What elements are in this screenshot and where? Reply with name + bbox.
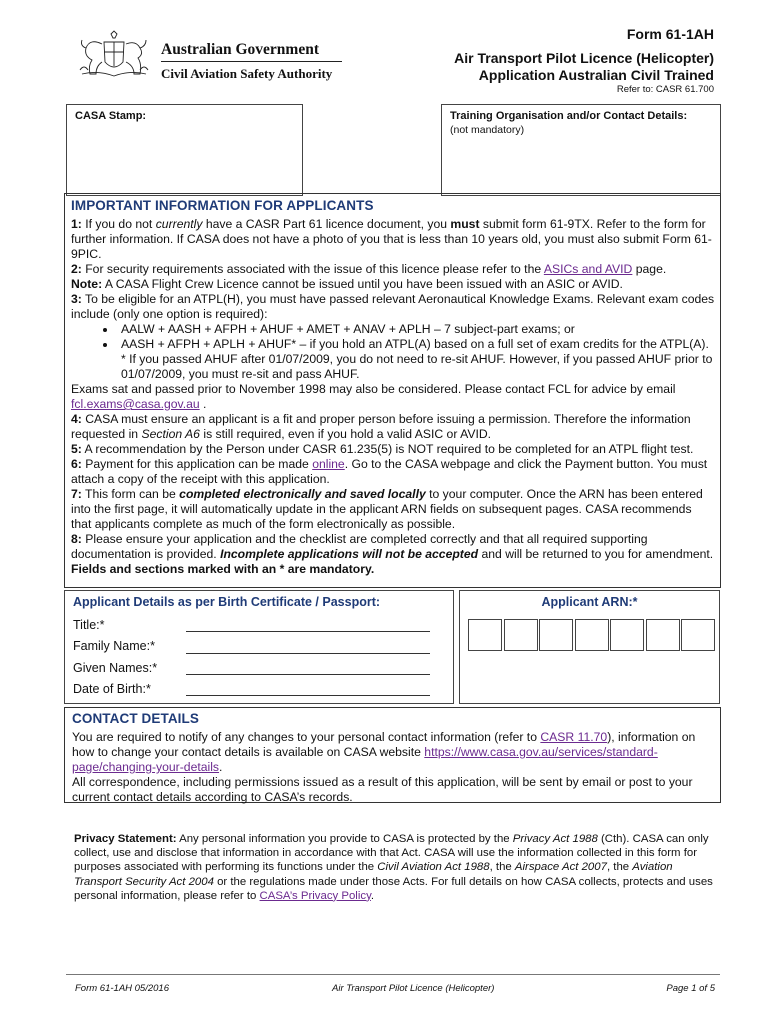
training-organisation-note: (not mandatory) (450, 124, 525, 136)
casa-stamp-label: CASA Stamp: (75, 110, 147, 122)
arn-digit-cell[interactable] (504, 619, 538, 651)
footer-form-version: Form 61-1AH 05/2016 (75, 983, 169, 994)
casa-stamp-box (66, 104, 303, 196)
training-organisation-box[interactable] (441, 104, 721, 196)
arn-digit-cell[interactable] (468, 619, 502, 651)
arn-digit-cell[interactable] (646, 619, 680, 651)
contact-details-content (72, 711, 712, 805)
fcl-email-link[interactable]: fcl.exams@casa.gov.au (71, 397, 200, 411)
change-details-link[interactable]: https://www.casa.gov.au/services/standard-page/changing-your-details (72, 745, 658, 774)
info-note: Note: A CASA Flight Crew Licence cannot be issued until you have been issued with an ASIC or AVID. (71, 277, 623, 291)
training-organisation-label: Training Organisation and/or Contact Details: (450, 110, 688, 122)
title-label: Title:* (73, 618, 105, 632)
arn-digit-cells (468, 619, 717, 651)
title-field[interactable] (186, 631, 430, 632)
arn-digit-cell[interactable] (539, 619, 573, 651)
family-name-label: Family Name:* (73, 639, 155, 653)
government-name: Australian Government (161, 41, 320, 58)
family-name-field[interactable] (186, 653, 430, 654)
info-item-5: 5: A recommendation by the Person under CASR 61.235(5) is NOT required to be completed for an ATPL flight test. (71, 442, 694, 456)
info-item-8: 8: Please ensure your application and the checklist are completed correctly and that all required supporting documentation is provided. Incomplete applications will not be accepted and will be returned to you for amendment. Fields and sections marked with an * are mandatory. (71, 532, 714, 576)
form-number: Form 61-1AH (626, 26, 714, 42)
privacy-statement: Privacy Statement: Any personal information you provide to CASA is protected by the Privacy Act 1988 (Cth). CASA can only collect, use and disclose that information in accordance with that Act. CASA will use the information collected in this form for purposes associated with performing its functions under the Civil Aviation Act 1988, the Airspace Act 2007, the Aviation Transport Security Act 2004 or the regulations made under those Acts. For full details on how CASA collects, protects and uses personal information, please refer to CASA’s Privacy Policy. (74, 833, 713, 902)
form-title-line1: Air Transport Pilot Licence (Helicopter) (454, 50, 714, 66)
footer-page-number: Page 1 of 5 (666, 983, 715, 994)
info-item-2: 2: For security requirements associated with the issue of this licence please refer to the ASICs and AVID page. (71, 262, 667, 276)
refer-to: Refer to: CASR 61.700 (616, 84, 714, 95)
footer-divider (66, 974, 720, 975)
form-title-line2: Application Australian Civil Trained (478, 67, 714, 83)
info-item-3: 3: To be eligible for an ATPL(H), you must have passed relevant Aeronautical Knowledge Exams. Relevant exam codes include (only one option is required): (71, 292, 715, 321)
exam-options-list (71, 322, 715, 382)
exam-option-1: • AALW + AASH + AFPH + AHUF + AMET + ANAV + APLH – 7 subject-part exams; or (117, 322, 715, 337)
date-of-birth-field[interactable] (186, 695, 430, 696)
info-item-6: 6: Payment for this application can be made online. Go to the CASA webpage and click the Payment button. You must attach a copy of the receipt with this application. (71, 457, 708, 486)
form-title (454, 50, 714, 84)
info-item-7: 7: This form can be completed electronically and saved locally to your computer. Once the ARN has been entered into the first page, it will automatically update in the applicant ARN fields on subsequent pages. CASA recommends that applicants complete as much of the form electronically as possible. (71, 487, 703, 531)
agency-name: Civil Aviation Safety Authority (161, 66, 333, 81)
footer-form-title: Air Transport Pilot Licence (Helicopter) (332, 983, 495, 994)
header-divider (161, 61, 342, 62)
online-payment-link[interactable]: online (312, 457, 345, 471)
contact-details-heading: CONTACT DETAILS (72, 711, 199, 726)
arn-digit-cell[interactable] (610, 619, 644, 651)
applicant-arn-heading: Applicant ARN:* (541, 595, 638, 609)
asics-avid-link[interactable]: ASICs and AVID (543, 262, 633, 276)
contact-paragraph-2: All correspondence, including permissions issued as a result of this application, will be sent by email or post to your current contact details according to CASA’s records. (72, 775, 693, 804)
date-of-birth-label: Date of Birth:* (73, 682, 151, 696)
arn-digit-cell[interactable] (681, 619, 715, 651)
important-info-heading: IMPORTANT INFORMATION FOR APPLICANTS (71, 198, 374, 213)
applicant-arn-section (459, 590, 720, 704)
casr-11-70-link[interactable]: CASR 11.70 (540, 730, 608, 744)
applicant-details-section (64, 590, 454, 704)
important-info-content (71, 198, 715, 577)
given-names-label: Given Names:* (73, 661, 158, 675)
privacy-policy-link[interactable]: CASA’s Privacy Policy (259, 889, 371, 902)
contact-paragraph-1: You are required to notify of any changes to your personal contact information (refer to CASR 11.70), information on how to change your contact details is available on CASA website https://www.casa.gov.au/services/standard-page/changing-your-details. (72, 730, 696, 774)
arn-digit-cell[interactable] (575, 619, 609, 651)
coat-of-arms-logo (74, 30, 154, 80)
applicant-details-heading: Applicant Details as per Birth Certificate / Passport: (73, 595, 381, 609)
info-item-1: 1: If you do not currently have a CASR Part 61 licence document, you must submit form 61-9TX. Refer to the form for further information. If CASA does not have a photo of you that is less than 10 years old, you must also submit Form 61-9PIC. (71, 217, 712, 261)
info-exams: Exams sat and passed prior to November 1998 may also be considered. Please contact FCL for advice by email fcl.exams@casa.gov.au . (71, 382, 676, 411)
info-item-4: 4: CASA must ensure an applicant is a fit and proper person before issuing a permission. Therefore the information requested in Section A6 is still required, even if you hold a valid ASIC or AVID. (71, 412, 691, 441)
given-names-field[interactable] (186, 674, 430, 675)
exam-option-2: • AASH + AFPH + APLH + AHUF* – if you hold an ATPL(A) based on a full set of exam credits for the ATPL(A). * If you passed AHUF after 01/07/2009, you do not need to re-sit AHUF. However, if you passed AHUF prior to 01/07/2009, you must re-sit and pass AHUF. (117, 337, 715, 382)
